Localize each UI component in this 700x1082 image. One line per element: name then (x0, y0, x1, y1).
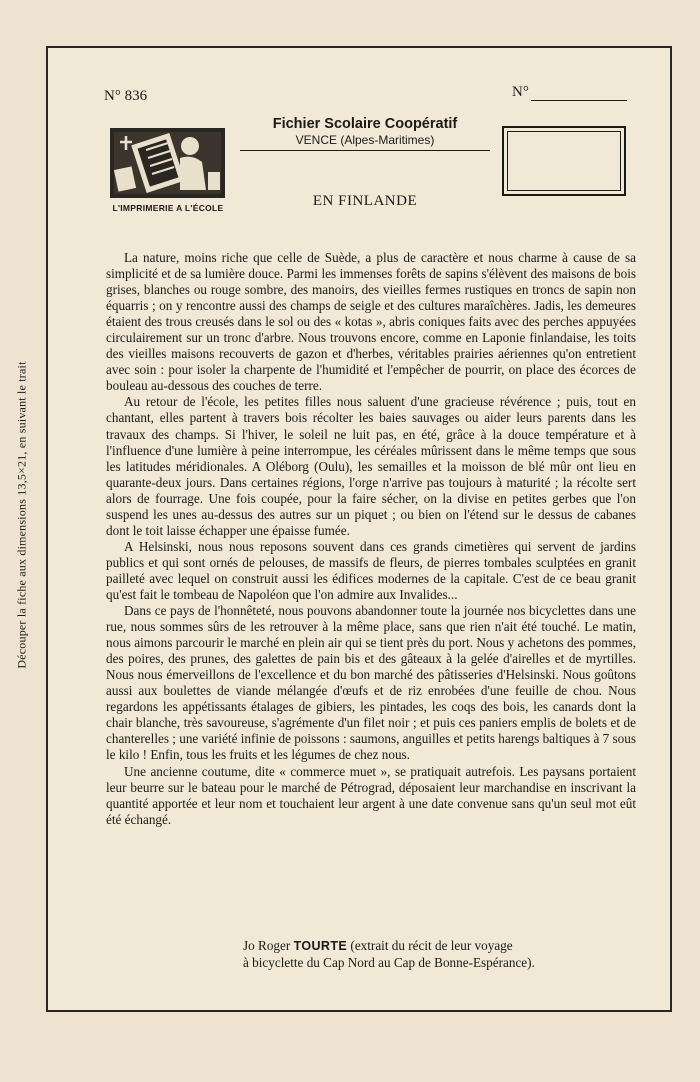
paragraph: A Helsinski, nous nous reposons souvent dans ces grands cimetières qui servent de jardins publics et qui sont ornés de pelouses, de massifs de fleurs, de pierres tombales sculptées en granit pailleté avec lequel on construit aussi les édifices modernes de la capitale. C'est de ce beau granit qu'est fait le tombeau de Napoléon que l'on admire aux Invalides... (106, 538, 636, 602)
publisher-block (240, 116, 490, 151)
signature (243, 938, 643, 971)
card-number: N° 836 (104, 88, 148, 104)
cutting-instruction: Découper la fiche aux dimensions 13,5×21, en suivant le trait (14, 361, 29, 669)
author-surname: TOURTE (293, 939, 348, 953)
card-number-label: N° (512, 84, 529, 100)
article-body (106, 250, 636, 828)
author-first-name: Jo Roger (243, 938, 291, 953)
source-line-2: à bicyclette du Cap Nord au Cap de Bonne-Espérance). (243, 954, 535, 970)
publisher-location: VENCE (Alpes-Maritimes) (240, 133, 490, 151)
publisher-name: Fichier Scolaire Coopératif (272, 116, 458, 132)
paragraph: Au retour de l'école, les petites filles nous saluent d'une gracieuse révérence ; puis, tout en chantant, elles partent à travers bois récolter les baies sauvages ou aider leurs parents dans les travaux des champs. Si l'hiver, le soleil ne luit pas, en été, grâce à la douce température et à l'influence d'une lumière à peine interrompue, les céréales mûrissent dans le même temps que sous les latitudes méridionales. A Oléborg (Oulu), les semailles et la moisson de blé mûr ont lieu en quarante-deux jours. Dans certaines régions, l'orge n'arrive pas toujours à maturité ; la récolte sert alors de fourrage. Une fois coupée, pour la faire sécher, on la divise en petites gerbes que l'on suspend les unes au-dessus des autres sur un piquet ; ou bien on l'étend sur le dessus de cabanes dont le toit laisse échapper une épaisse fumée. (106, 394, 636, 538)
printing-press-logo-icon (110, 128, 225, 198)
stamp-box (502, 126, 626, 196)
card-number-field (512, 84, 627, 101)
paragraph: Une ancienne coutume, dite « commerce muet », se pratiquait autrefois. Les paysans portaient leur beurre sur le bateau pour le marché de Pétrograd, déposaient leur marchandise en inscrivant la quantité apportée et leur nom et touchaient leur argent à une date convenue sans qu'un seul mot eût été échangé. (106, 763, 636, 827)
paragraph: Dans ce pays de l'honnêteté, nous pouvons abandonner toute la journée nos bicyclettes dans une rue, nous sommes sûrs de les retrouver à la même place, sans que rien n'ait été touché. Le matin, nous aimons parcourir le marché en plein air qui se tient près du port. Nous y achetons des pommes, des poires, des prunes, des galettes de pain bis et des gâteaux à la gelée d'airelles et de myrtilles. Nous nous émerveillons de l'excellence et du bon marché des pâtisseries d'Helsinski. Nous goûtons aussi aux boulettes de viande mélangée d'œufs et de riz enrobées d'une feuille de chou. Nous regardons les appétissants étalages de gibiers, les pintades, les coqs des bois, les canards dont la chair blanche, très savoureuse, s'agrémente d'un filet noir ; et puis ces paniers emplis de bolets et de chanterelles ; une variété infinie de poissons : saumons, anguilles et petits harengs baltiques à 7 sous le kilo ! Enfin, tous les fruits et les légumes de chez nous. (106, 603, 636, 763)
source-line-1: (extrait du récit de leur voyage (350, 938, 513, 953)
logo-caption: L'IMPRIMERIE A L'ÉCOLE (112, 203, 224, 213)
paragraph: La nature, moins riche que celle de Suède, a plus de caractère et nous charme à cause de sa simplicité et de sa lumière douce. Parmi les immenses forêts de sapins s'élèvent des maisons de bois grises, blanches ou rouge sombre, des manoirs, des vieilles fermes rustiques en troncs de sapin non équarris ; on y rencontre aussi des champs de seigle et des cultures maraîchères. Jadis, les demeures étaient des trous creusés dans le sol ou des « kotas », abris coniques faits avec des perches appuyées circulairement sur un tronc d'arbre. Nous trouvons encore, comme en Laponie finlandaise, les toits des vieilles maisons recouverts de gazon et d'herbes, véritables prairies aériennes qu'on entretient avec soin : pour isoler la charpente de l'humidité et l'empêcher de pourrir, on place des écorces de bouleau au-dessous des couches de terre. (106, 250, 636, 394)
page-title: EN FINLANDE (312, 193, 418, 209)
card-number-blank-line (531, 88, 627, 101)
